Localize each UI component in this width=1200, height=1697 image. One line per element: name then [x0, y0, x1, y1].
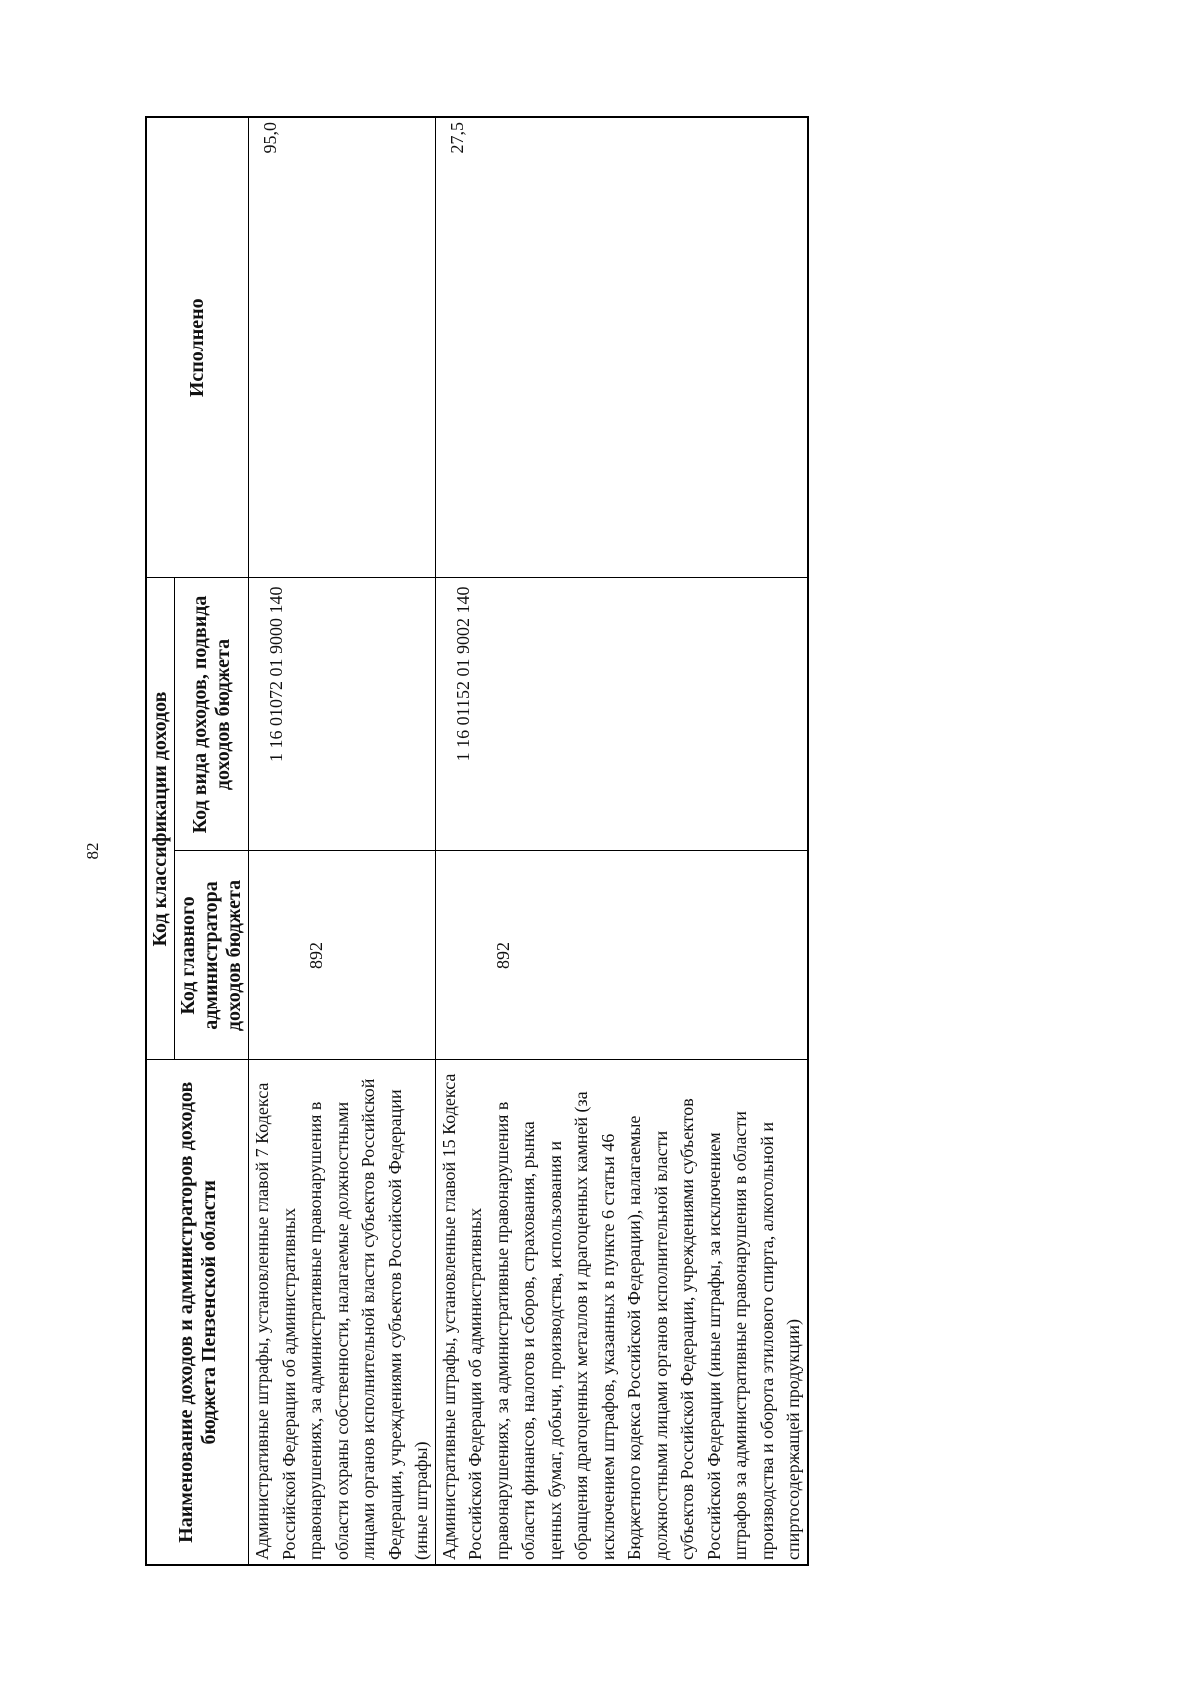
table-row [435, 117, 808, 1565]
revenue-table [145, 116, 809, 1566]
header-executed: Исполнено [146, 117, 249, 578]
page-number: 82 [83, 842, 102, 860]
table-row [249, 117, 436, 1565]
row-name: Административные штрафы, установленные главой 7 Кодекса Российской Федерации об административных правонарушениях, за административные правонарушения в области охраны собственности, налагаемые должностными лицами органов исполнительной власти субъектов Российской Федерации, учреждениями субъектов Российской Федерации (иные штрафы) [249, 1060, 436, 1565]
row-executed: 95,0 [249, 117, 436, 578]
row-name: Административные штрафы, установленные главой 15 Кодекса Российской Федерации об административных правонарушениях, за административные правонарушения в области финансов, налогов и сборов, страхования, рынка ценных бумаг, добычи, производства, использования и обращения драгоценных металлов и драгоценных камней (за исключением штрафов, указанных в пункте 6 статьи 46 Бюджетного кодекса Российской Федерации), налагаемые должностными лицами органов исполнительной власти субъектов Российской Федерации, учреждениями субъектов Российской Федерации (иные штрафы, за исключением штрафов за административные правонарушения в области производства и оборота этилового спирта, алкогольной и спиртосодержащей продукции) [435, 1060, 808, 1565]
row-executed: 27,5 [435, 117, 808, 578]
header-income-type-code: Код вида доходов, подвида доходов бюджета [175, 578, 249, 851]
row-admin-code: 892 [249, 851, 436, 1060]
header-name: Наименование доходов и администраторов доходов бюджета Пензенской области [146, 1060, 249, 1565]
header-admin-code: Код главного администратора доходов бюджета [175, 851, 249, 1060]
row-income-code: 1 16 01072 01 9000 140 [249, 578, 436, 851]
row-admin-code: 892 [435, 851, 808, 1060]
header-classification-group: Код классификации доходов [146, 578, 175, 1060]
row-income-code: 1 16 01152 01 9002 140 [435, 578, 808, 851]
rotated-table-container [145, 118, 803, 1566]
